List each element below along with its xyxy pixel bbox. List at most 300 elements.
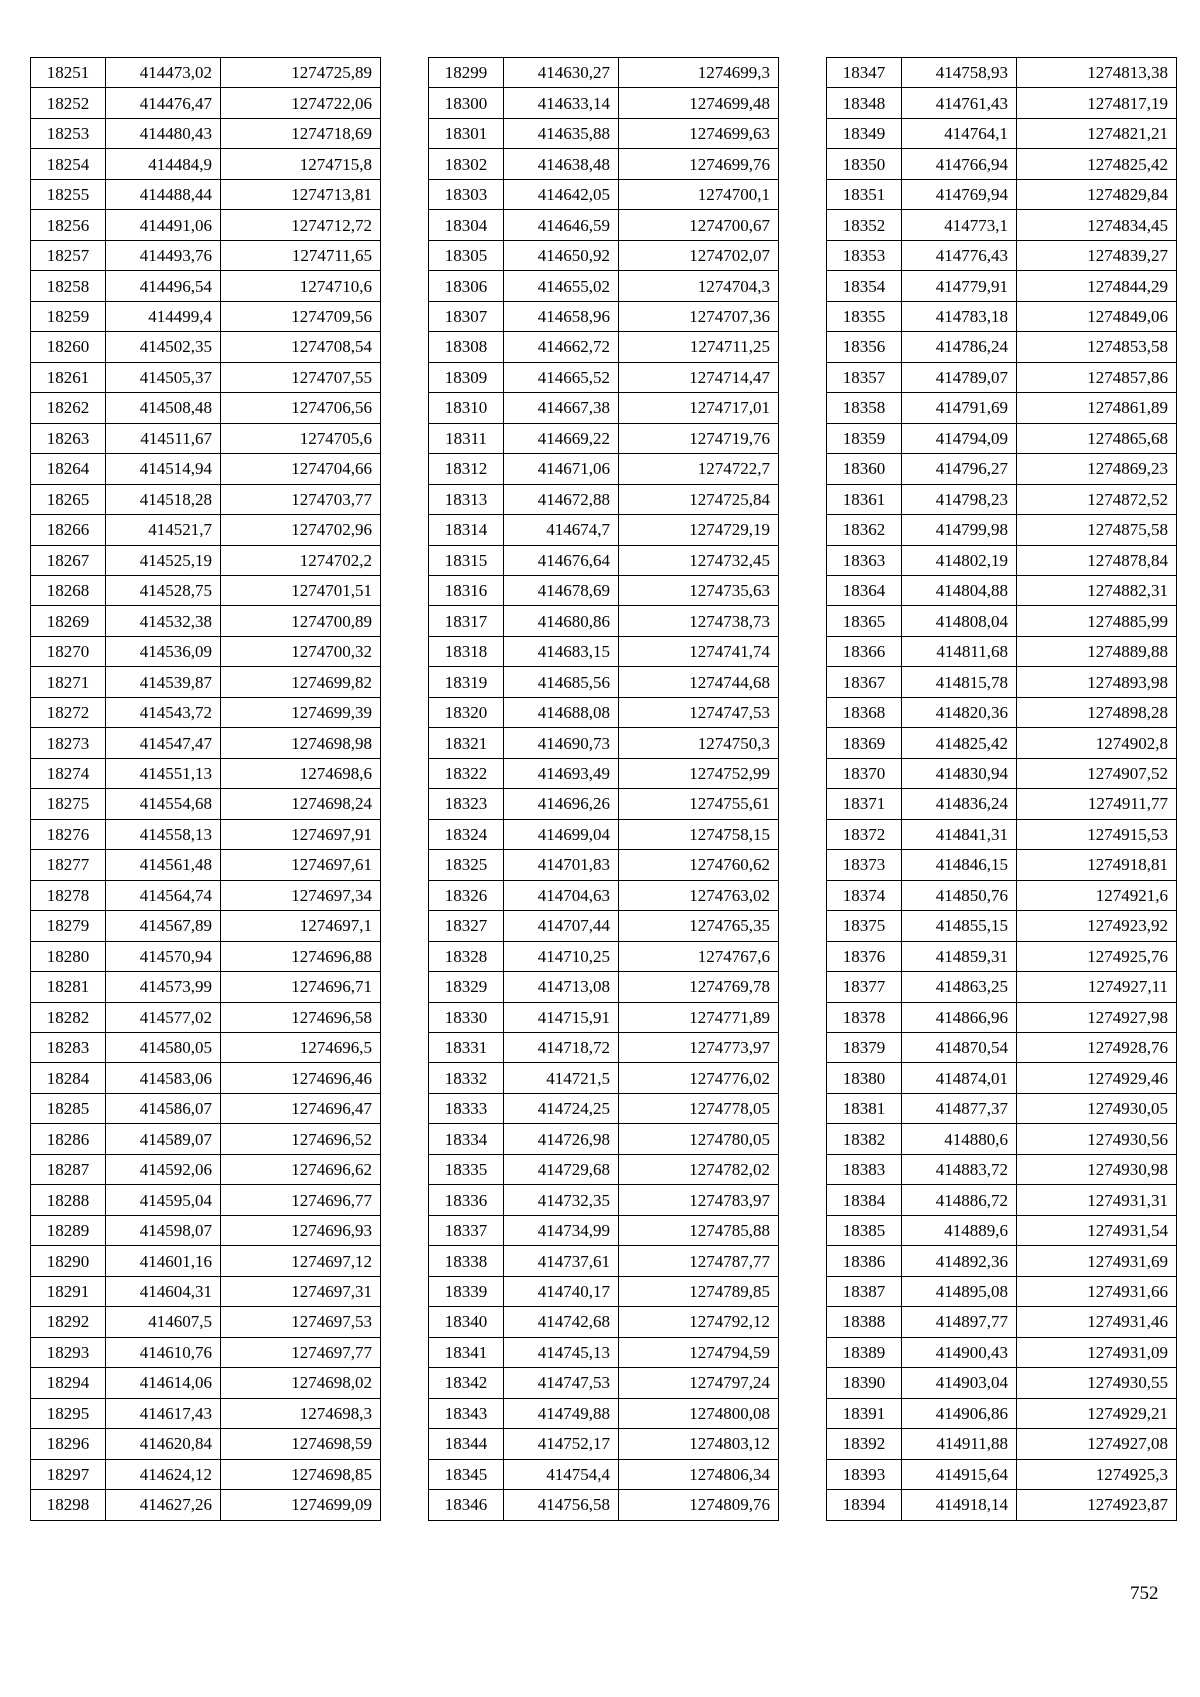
x-coordinate-cell: 414676,64 <box>504 545 619 575</box>
table-row <box>31 545 381 575</box>
x-coordinate-cell: 414796,27 <box>902 454 1017 484</box>
y-coordinate-cell: 1274755,61 <box>619 789 779 819</box>
point-id-cell: 18390 <box>827 1368 902 1398</box>
point-id-cell: 18304 <box>429 210 504 240</box>
x-coordinate-cell: 414610,76 <box>106 1337 221 1367</box>
y-coordinate-cell: 1274925,76 <box>1017 941 1177 971</box>
point-id-cell: 18290 <box>31 1246 106 1276</box>
table-row <box>827 393 1177 423</box>
table-row <box>31 1063 381 1093</box>
table-row <box>429 850 779 880</box>
table-row <box>429 118 779 148</box>
x-coordinate-cell: 414558,13 <box>106 819 221 849</box>
table-row <box>827 179 1177 209</box>
y-coordinate-cell: 1274698,24 <box>221 789 381 819</box>
y-coordinate-cell: 1274710,6 <box>221 271 381 301</box>
x-coordinate-cell: 414830,94 <box>902 758 1017 788</box>
y-coordinate-cell: 1274915,53 <box>1017 819 1177 849</box>
x-coordinate-cell: 414699,04 <box>504 819 619 849</box>
x-coordinate-cell: 414747,53 <box>504 1368 619 1398</box>
point-id-cell: 18267 <box>31 545 106 575</box>
x-coordinate-cell: 414789,07 <box>902 362 1017 392</box>
y-coordinate-cell: 1274699,3 <box>619 58 779 88</box>
table-row <box>827 1429 1177 1459</box>
table-row <box>429 728 779 758</box>
table-row <box>31 301 381 331</box>
x-coordinate-cell: 414756,58 <box>504 1490 619 1520</box>
table-row <box>429 1154 779 1184</box>
table-row <box>429 362 779 392</box>
x-coordinate-cell: 414617,43 <box>106 1398 221 1428</box>
table-row <box>827 1276 1177 1306</box>
point-id-cell: 18271 <box>31 667 106 697</box>
table-row <box>31 850 381 880</box>
table-row <box>429 423 779 453</box>
table-row <box>827 1307 1177 1337</box>
table-row <box>827 1215 1177 1245</box>
point-id-cell: 18386 <box>827 1246 902 1276</box>
point-id-cell: 18273 <box>31 728 106 758</box>
table-row <box>827 606 1177 636</box>
table-row <box>31 1490 381 1520</box>
point-id-cell: 18375 <box>827 911 902 941</box>
y-coordinate-cell: 1274722,7 <box>619 454 779 484</box>
x-coordinate-cell: 414511,67 <box>106 423 221 453</box>
x-coordinate-cell: 414547,47 <box>106 728 221 758</box>
point-id-cell: 18285 <box>31 1093 106 1123</box>
x-coordinate-cell: 414518,28 <box>106 484 221 514</box>
x-coordinate-cell: 414502,35 <box>106 332 221 362</box>
x-coordinate-cell: 414764,1 <box>902 118 1017 148</box>
point-id-cell: 18278 <box>31 880 106 910</box>
point-id-cell: 18254 <box>31 149 106 179</box>
point-id-cell: 18283 <box>31 1033 106 1063</box>
point-id-cell: 18373 <box>827 850 902 880</box>
x-coordinate-cell: 414627,26 <box>106 1490 221 1520</box>
x-coordinate-cell: 414476,47 <box>106 88 221 118</box>
table-row <box>429 1063 779 1093</box>
y-coordinate-cell: 1274931,31 <box>1017 1185 1177 1215</box>
x-coordinate-cell: 414918,14 <box>902 1490 1017 1520</box>
y-coordinate-cell: 1274701,51 <box>221 575 381 605</box>
point-id-cell: 18291 <box>31 1276 106 1306</box>
table-row <box>827 880 1177 910</box>
point-id-cell: 18274 <box>31 758 106 788</box>
table-row <box>827 575 1177 605</box>
table-row <box>31 210 381 240</box>
table-row <box>31 1002 381 1032</box>
y-coordinate-cell: 1274918,81 <box>1017 850 1177 880</box>
y-coordinate-cell: 1274696,62 <box>221 1154 381 1184</box>
point-id-cell: 18255 <box>31 179 106 209</box>
y-coordinate-cell: 1274769,78 <box>619 972 779 1002</box>
point-id-cell: 18313 <box>429 484 504 514</box>
y-coordinate-cell: 1274707,55 <box>221 362 381 392</box>
point-id-cell: 18323 <box>429 789 504 819</box>
point-id-cell: 18309 <box>429 362 504 392</box>
table-row <box>31 332 381 362</box>
table-row <box>827 454 1177 484</box>
table-row <box>31 393 381 423</box>
y-coordinate-cell: 1274927,08 <box>1017 1429 1177 1459</box>
x-coordinate-cell: 414573,99 <box>106 972 221 1002</box>
table-row <box>827 149 1177 179</box>
x-coordinate-cell: 414734,99 <box>504 1215 619 1245</box>
table-row <box>31 789 381 819</box>
x-coordinate-cell: 414650,92 <box>504 240 619 270</box>
y-coordinate-cell: 1274704,3 <box>619 271 779 301</box>
y-coordinate-cell: 1274696,88 <box>221 941 381 971</box>
point-id-cell: 18358 <box>827 393 902 423</box>
y-coordinate-cell: 1274763,02 <box>619 880 779 910</box>
y-coordinate-cell: 1274930,98 <box>1017 1154 1177 1184</box>
point-id-cell: 18296 <box>31 1429 106 1459</box>
table-row <box>429 880 779 910</box>
table-row <box>827 240 1177 270</box>
point-id-cell: 18371 <box>827 789 902 819</box>
x-coordinate-cell: 414846,15 <box>902 850 1017 880</box>
x-coordinate-cell: 414638,48 <box>504 149 619 179</box>
table-row <box>827 941 1177 971</box>
point-id-cell: 18324 <box>429 819 504 849</box>
x-coordinate-cell: 414740,17 <box>504 1276 619 1306</box>
point-id-cell: 18364 <box>827 575 902 605</box>
y-coordinate-cell: 1274789,85 <box>619 1276 779 1306</box>
point-id-cell: 18299 <box>429 58 504 88</box>
point-id-cell: 18343 <box>429 1398 504 1428</box>
table-row <box>827 332 1177 362</box>
point-id-cell: 18345 <box>429 1459 504 1489</box>
table-row <box>827 758 1177 788</box>
x-coordinate-cell: 414570,94 <box>106 941 221 971</box>
table-row <box>827 636 1177 666</box>
x-coordinate-cell: 414607,5 <box>106 1307 221 1337</box>
x-coordinate-cell: 414732,35 <box>504 1185 619 1215</box>
y-coordinate-cell: 1274717,01 <box>619 393 779 423</box>
y-coordinate-cell: 1274698,59 <box>221 1429 381 1459</box>
table-row <box>429 1033 779 1063</box>
x-coordinate-cell: 414630,27 <box>504 58 619 88</box>
x-coordinate-cell: 414745,13 <box>504 1337 619 1367</box>
y-coordinate-cell: 1274878,84 <box>1017 545 1177 575</box>
x-coordinate-cell: 414825,42 <box>902 728 1017 758</box>
table-row <box>827 850 1177 880</box>
table-row <box>429 301 779 331</box>
point-id-cell: 18394 <box>827 1490 902 1520</box>
y-coordinate-cell: 1274722,06 <box>221 88 381 118</box>
point-id-cell: 18332 <box>429 1063 504 1093</box>
point-id-cell: 18321 <box>429 728 504 758</box>
point-id-cell: 18379 <box>827 1033 902 1063</box>
y-coordinate-cell: 1274813,38 <box>1017 58 1177 88</box>
point-id-cell: 18294 <box>31 1368 106 1398</box>
y-coordinate-cell: 1274700,67 <box>619 210 779 240</box>
table-row <box>31 271 381 301</box>
table-row <box>827 210 1177 240</box>
table-row <box>31 1215 381 1245</box>
table-row <box>429 1093 779 1123</box>
y-coordinate-cell: 1274744,68 <box>619 667 779 697</box>
x-coordinate-cell: 414754,4 <box>504 1459 619 1489</box>
x-coordinate-cell: 414863,25 <box>902 972 1017 1002</box>
x-coordinate-cell: 414811,68 <box>902 636 1017 666</box>
point-id-cell: 18319 <box>429 667 504 697</box>
point-id-cell: 18272 <box>31 697 106 727</box>
point-id-cell: 18316 <box>429 575 504 605</box>
x-coordinate-cell: 414696,26 <box>504 789 619 819</box>
y-coordinate-cell: 1274718,69 <box>221 118 381 148</box>
y-coordinate-cell: 1274930,55 <box>1017 1368 1177 1398</box>
x-coordinate-cell: 414883,72 <box>902 1154 1017 1184</box>
x-coordinate-cell: 414889,6 <box>902 1215 1017 1245</box>
x-coordinate-cell: 414551,13 <box>106 758 221 788</box>
y-coordinate-cell: 1274929,21 <box>1017 1398 1177 1428</box>
x-coordinate-cell: 414710,25 <box>504 941 619 971</box>
point-id-cell: 18337 <box>429 1215 504 1245</box>
point-id-cell: 18297 <box>31 1459 106 1489</box>
y-coordinate-cell: 1274780,05 <box>619 1124 779 1154</box>
x-coordinate-cell: 414598,07 <box>106 1215 221 1245</box>
x-coordinate-cell: 414836,24 <box>902 789 1017 819</box>
table-row <box>429 271 779 301</box>
y-coordinate-cell: 1274869,23 <box>1017 454 1177 484</box>
x-coordinate-cell: 414906,86 <box>902 1398 1017 1428</box>
y-coordinate-cell: 1274875,58 <box>1017 515 1177 545</box>
point-id-cell: 18384 <box>827 1185 902 1215</box>
table-row <box>31 606 381 636</box>
x-coordinate-cell: 414543,72 <box>106 697 221 727</box>
point-id-cell: 18314 <box>429 515 504 545</box>
x-coordinate-cell: 414897,77 <box>902 1307 1017 1337</box>
point-id-cell: 18295 <box>31 1398 106 1428</box>
point-id-cell: 18275 <box>31 789 106 819</box>
x-coordinate-cell: 414567,89 <box>106 911 221 941</box>
x-coordinate-cell: 414693,49 <box>504 758 619 788</box>
y-coordinate-cell: 1274931,54 <box>1017 1215 1177 1245</box>
y-coordinate-cell: 1274930,56 <box>1017 1124 1177 1154</box>
point-id-cell: 18334 <box>429 1124 504 1154</box>
y-coordinate-cell: 1274708,54 <box>221 332 381 362</box>
y-coordinate-cell: 1274931,66 <box>1017 1276 1177 1306</box>
table-row <box>429 697 779 727</box>
x-coordinate-cell: 414911,88 <box>902 1429 1017 1459</box>
y-coordinate-cell: 1274806,34 <box>619 1459 779 1489</box>
point-id-cell: 18370 <box>827 758 902 788</box>
table-row <box>429 149 779 179</box>
table-row <box>827 1368 1177 1398</box>
table-row <box>827 1246 1177 1276</box>
table-row <box>429 545 779 575</box>
table-row <box>31 1246 381 1276</box>
y-coordinate-cell: 1274696,71 <box>221 972 381 1002</box>
x-coordinate-cell: 414592,06 <box>106 1154 221 1184</box>
table-row <box>31 728 381 758</box>
y-coordinate-cell: 1274829,84 <box>1017 179 1177 209</box>
y-coordinate-cell: 1274839,27 <box>1017 240 1177 270</box>
y-coordinate-cell: 1274893,98 <box>1017 667 1177 697</box>
table-row <box>827 484 1177 514</box>
table-row <box>31 1154 381 1184</box>
y-coordinate-cell: 1274929,46 <box>1017 1063 1177 1093</box>
table-row <box>429 88 779 118</box>
table-row <box>827 1154 1177 1184</box>
table-row <box>31 1459 381 1489</box>
point-id-cell: 18284 <box>31 1063 106 1093</box>
y-coordinate-cell: 1274776,02 <box>619 1063 779 1093</box>
x-coordinate-cell: 414794,09 <box>902 423 1017 453</box>
x-coordinate-cell: 414776,43 <box>902 240 1017 270</box>
table-row <box>827 362 1177 392</box>
x-coordinate-cell: 414658,96 <box>504 301 619 331</box>
x-coordinate-cell: 414749,88 <box>504 1398 619 1428</box>
point-id-cell: 18287 <box>31 1154 106 1184</box>
coordinates-table-1 <box>30 57 381 1521</box>
y-coordinate-cell: 1274760,62 <box>619 850 779 880</box>
table-row <box>429 332 779 362</box>
point-id-cell: 18263 <box>31 423 106 453</box>
y-coordinate-cell: 1274902,8 <box>1017 728 1177 758</box>
table-row <box>429 58 779 88</box>
x-coordinate-cell: 414604,31 <box>106 1276 221 1306</box>
x-coordinate-cell: 414690,73 <box>504 728 619 758</box>
point-id-cell: 18326 <box>429 880 504 910</box>
point-id-cell: 18262 <box>31 393 106 423</box>
x-coordinate-cell: 414855,15 <box>902 911 1017 941</box>
coordinates-table-3 <box>826 57 1177 1521</box>
x-coordinate-cell: 414601,16 <box>106 1246 221 1276</box>
table-row <box>429 758 779 788</box>
x-coordinate-cell: 414680,86 <box>504 606 619 636</box>
point-id-cell: 18380 <box>827 1063 902 1093</box>
x-coordinate-cell: 414820,36 <box>902 697 1017 727</box>
point-id-cell: 18318 <box>429 636 504 666</box>
y-coordinate-cell: 1274697,77 <box>221 1337 381 1367</box>
point-id-cell: 18378 <box>827 1002 902 1032</box>
table-row <box>31 1185 381 1215</box>
y-coordinate-cell: 1274738,73 <box>619 606 779 636</box>
table-row <box>429 454 779 484</box>
y-coordinate-cell: 1274882,31 <box>1017 575 1177 605</box>
table-row <box>31 1429 381 1459</box>
point-id-cell: 18352 <box>827 210 902 240</box>
page-number: 752 <box>1130 1583 1159 1604</box>
point-id-cell: 18374 <box>827 880 902 910</box>
table-row <box>31 972 381 1002</box>
x-coordinate-cell: 414491,06 <box>106 210 221 240</box>
x-coordinate-cell: 414701,83 <box>504 850 619 880</box>
y-coordinate-cell: 1274699,09 <box>221 1490 381 1520</box>
x-coordinate-cell: 414620,84 <box>106 1429 221 1459</box>
y-coordinate-cell: 1274817,19 <box>1017 88 1177 118</box>
y-coordinate-cell: 1274698,85 <box>221 1459 381 1489</box>
x-coordinate-cell: 414783,18 <box>902 301 1017 331</box>
y-coordinate-cell: 1274697,53 <box>221 1307 381 1337</box>
y-coordinate-cell: 1274711,25 <box>619 332 779 362</box>
x-coordinate-cell: 414791,69 <box>902 393 1017 423</box>
point-id-cell: 18333 <box>429 1093 504 1123</box>
point-id-cell: 18350 <box>827 149 902 179</box>
x-coordinate-cell: 414521,7 <box>106 515 221 545</box>
point-id-cell: 18270 <box>31 636 106 666</box>
point-id-cell: 18300 <box>429 88 504 118</box>
y-coordinate-cell: 1274719,76 <box>619 423 779 453</box>
y-coordinate-cell: 1274898,28 <box>1017 697 1177 727</box>
x-coordinate-cell: 414866,96 <box>902 1002 1017 1032</box>
y-coordinate-cell: 1274921,6 <box>1017 880 1177 910</box>
table-row <box>827 58 1177 88</box>
point-id-cell: 18311 <box>429 423 504 453</box>
point-id-cell: 18338 <box>429 1246 504 1276</box>
point-id-cell: 18366 <box>827 636 902 666</box>
y-coordinate-cell: 1274800,08 <box>619 1398 779 1428</box>
point-id-cell: 18353 <box>827 240 902 270</box>
y-coordinate-cell: 1274709,56 <box>221 301 381 331</box>
y-coordinate-cell: 1274715,8 <box>221 149 381 179</box>
y-coordinate-cell: 1274885,99 <box>1017 606 1177 636</box>
x-coordinate-cell: 414752,17 <box>504 1429 619 1459</box>
x-coordinate-cell: 414633,14 <box>504 88 619 118</box>
table-row <box>429 667 779 697</box>
x-coordinate-cell: 414769,94 <box>902 179 1017 209</box>
point-id-cell: 18359 <box>827 423 902 453</box>
y-coordinate-cell: 1274702,96 <box>221 515 381 545</box>
table-row <box>429 1185 779 1215</box>
point-id-cell: 18349 <box>827 118 902 148</box>
table-row <box>31 423 381 453</box>
table-row <box>429 1459 779 1489</box>
x-coordinate-cell: 414903,04 <box>902 1368 1017 1398</box>
point-id-cell: 18368 <box>827 697 902 727</box>
y-coordinate-cell: 1274889,88 <box>1017 636 1177 666</box>
y-coordinate-cell: 1274697,31 <box>221 1276 381 1306</box>
table-row <box>429 1337 779 1367</box>
point-id-cell: 18251 <box>31 58 106 88</box>
x-coordinate-cell: 414554,68 <box>106 789 221 819</box>
y-coordinate-cell: 1274714,47 <box>619 362 779 392</box>
point-id-cell: 18252 <box>31 88 106 118</box>
y-coordinate-cell: 1274696,77 <box>221 1185 381 1215</box>
point-id-cell: 18301 <box>429 118 504 148</box>
point-id-cell: 18365 <box>827 606 902 636</box>
y-coordinate-cell: 1274911,77 <box>1017 789 1177 819</box>
y-coordinate-cell: 1274697,34 <box>221 880 381 910</box>
table-row <box>31 911 381 941</box>
table-row <box>429 575 779 605</box>
x-coordinate-cell: 414724,25 <box>504 1093 619 1123</box>
y-coordinate-cell: 1274771,89 <box>619 1002 779 1032</box>
y-coordinate-cell: 1274803,12 <box>619 1429 779 1459</box>
y-coordinate-cell: 1274700,89 <box>221 606 381 636</box>
y-coordinate-cell: 1274707,36 <box>619 301 779 331</box>
y-coordinate-cell: 1274765,35 <box>619 911 779 941</box>
table-row <box>429 911 779 941</box>
y-coordinate-cell: 1274907,52 <box>1017 758 1177 788</box>
table-row <box>429 941 779 971</box>
point-id-cell: 18261 <box>31 362 106 392</box>
point-id-cell: 18317 <box>429 606 504 636</box>
x-coordinate-cell: 414859,31 <box>902 941 1017 971</box>
table-row <box>429 179 779 209</box>
y-coordinate-cell: 1274697,61 <box>221 850 381 880</box>
point-id-cell: 18258 <box>31 271 106 301</box>
x-coordinate-cell: 414758,93 <box>902 58 1017 88</box>
table-row <box>31 484 381 514</box>
table-row <box>429 484 779 514</box>
x-coordinate-cell: 414742,68 <box>504 1307 619 1337</box>
table-row <box>827 1490 1177 1520</box>
y-coordinate-cell: 1274844,29 <box>1017 271 1177 301</box>
y-coordinate-cell: 1274699,76 <box>619 149 779 179</box>
